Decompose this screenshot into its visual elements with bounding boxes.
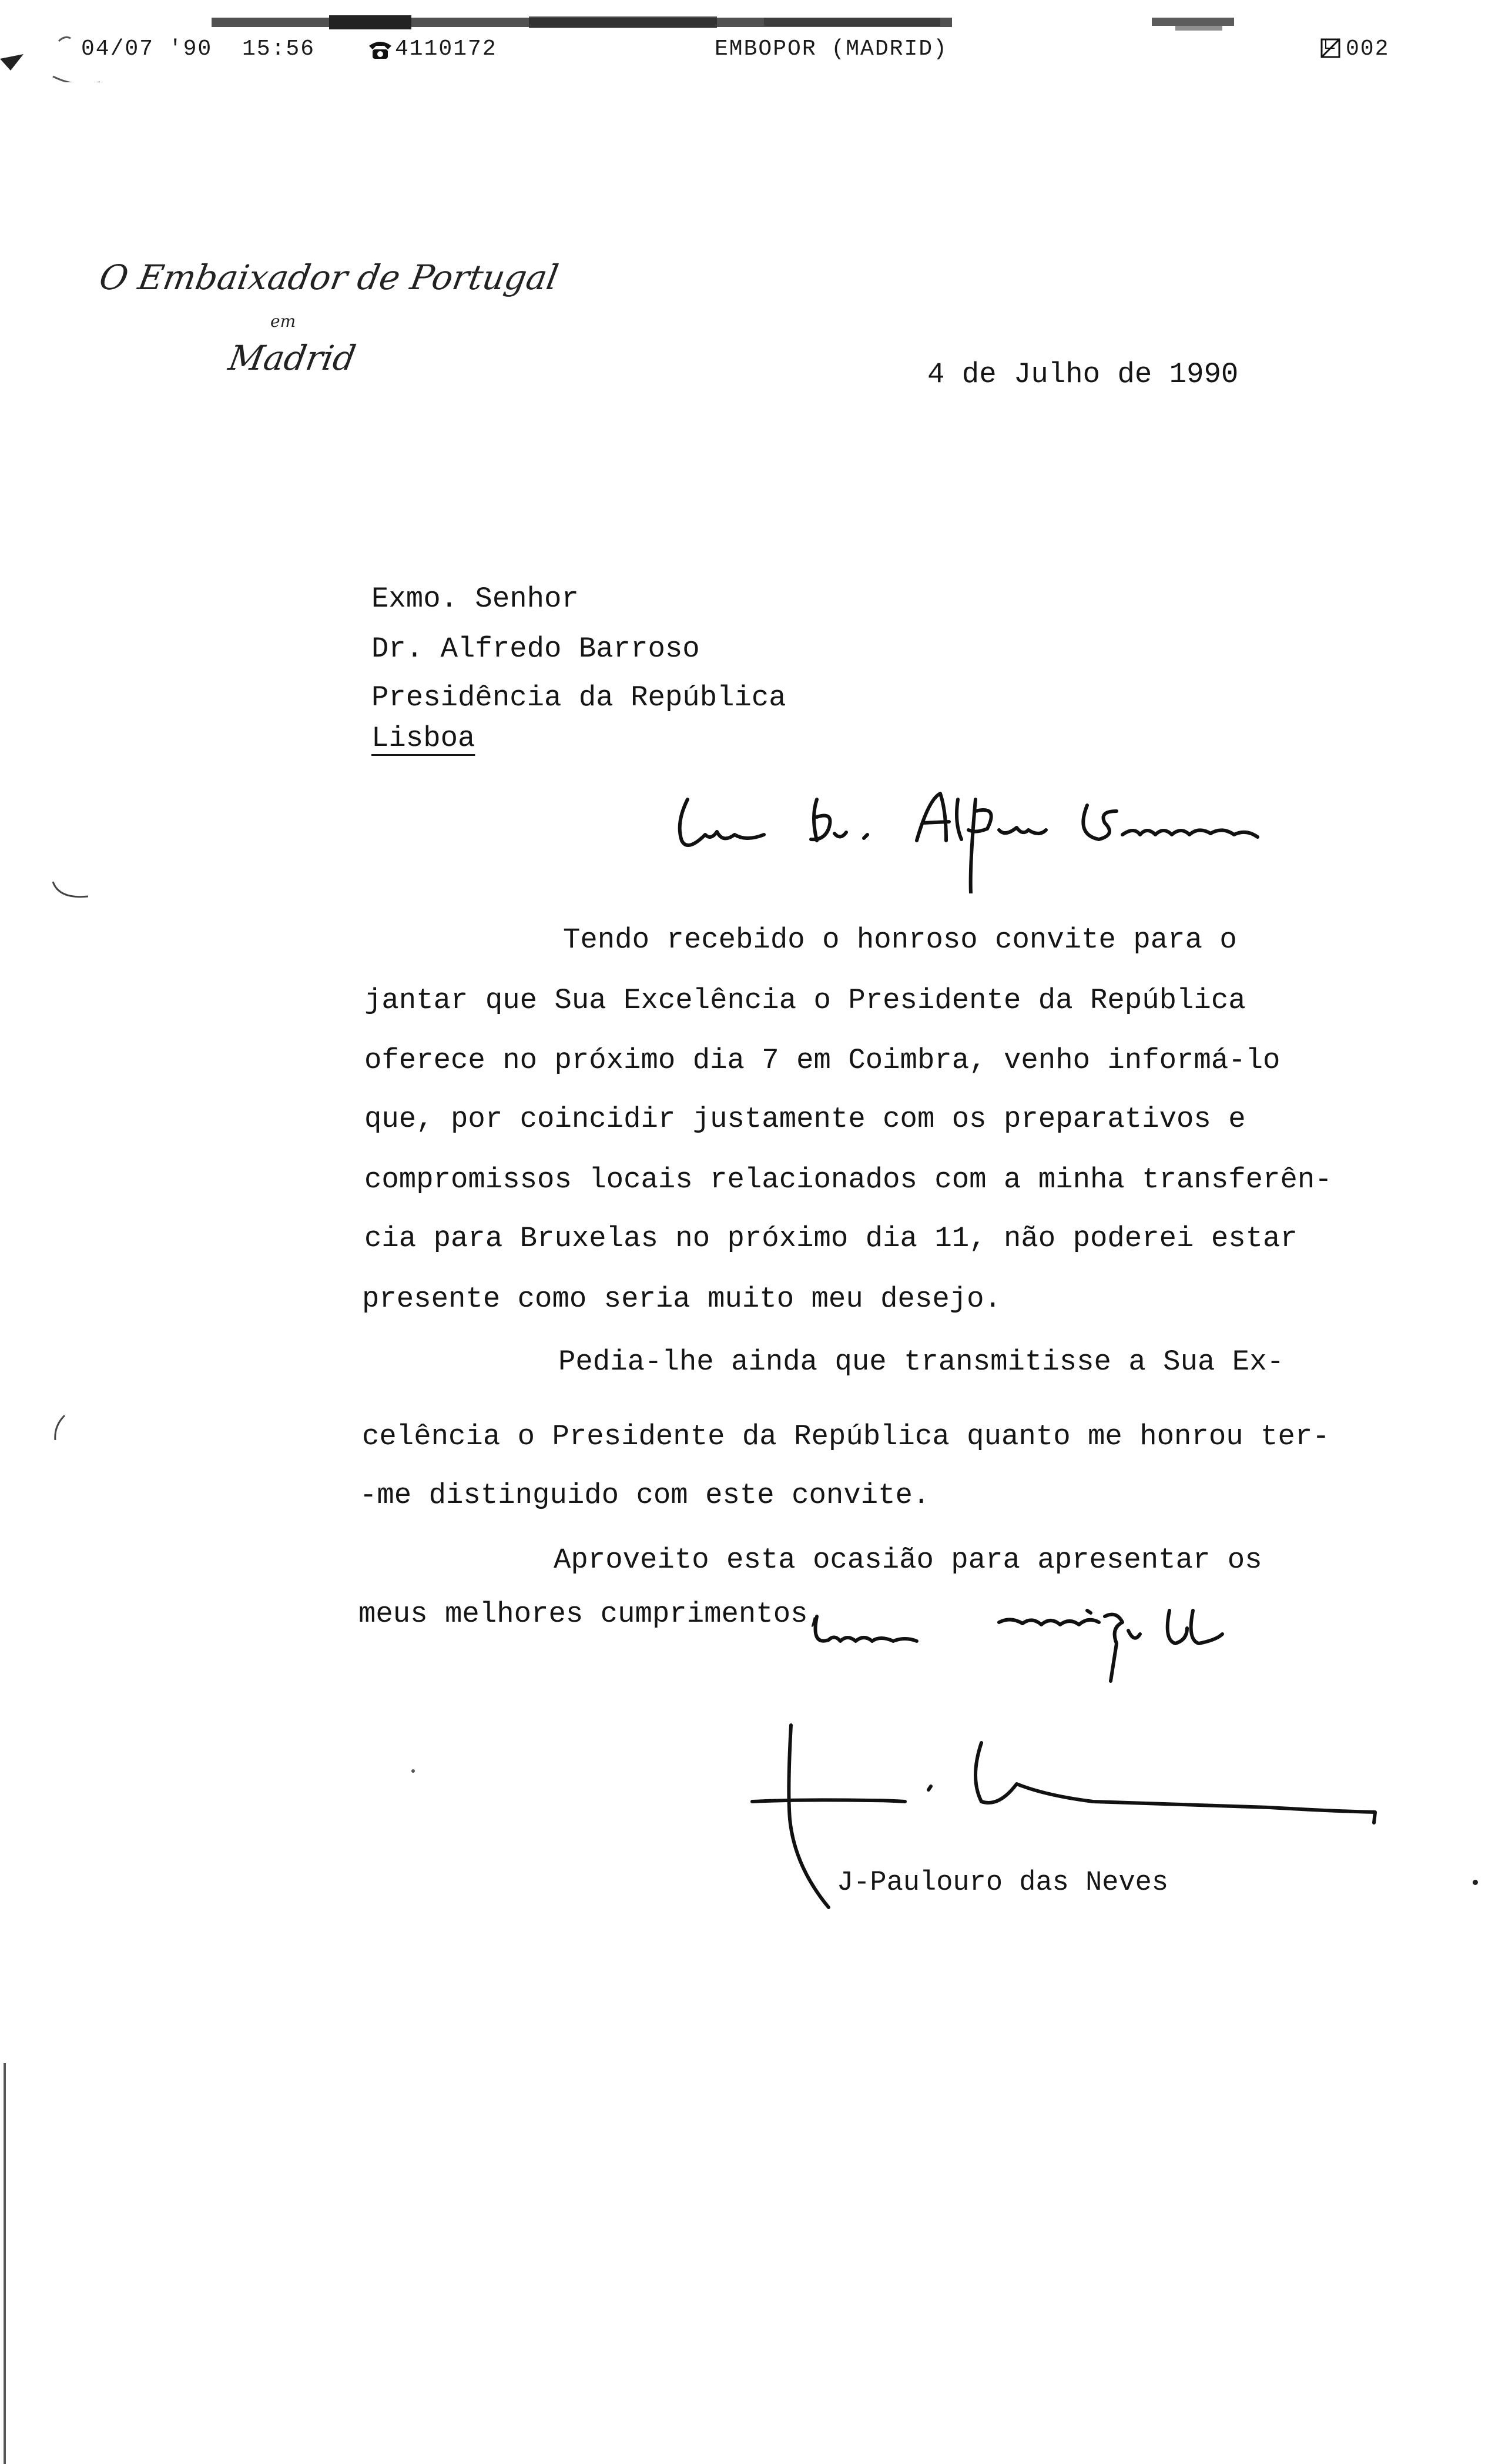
recipient-name: Dr. Alfredo Barroso bbox=[371, 632, 700, 665]
scan-artifact bbox=[47, 876, 106, 911]
letter-date: 4 de Julho de 1990 bbox=[927, 358, 1239, 391]
body-line: meus melhores cumprimentos, bbox=[358, 1598, 825, 1631]
body-line: presente como seria muito meu desejo. bbox=[362, 1283, 1001, 1315]
body-line: oferece no próximo dia 7 em Coimbra, venho informá-lo bbox=[364, 1044, 1281, 1077]
handwritten-closing bbox=[811, 1587, 1240, 1687]
fax-page-icon bbox=[1320, 38, 1341, 59]
scan-speck bbox=[411, 1769, 415, 1773]
letterhead-line-2: em bbox=[270, 312, 296, 331]
body-line: Aproveito esta ocasião para apresentar os bbox=[554, 1544, 1262, 1576]
body-line: que, por coincidir justamente com os preparativos e bbox=[364, 1103, 1246, 1136]
body-line: jantar que Sua Excelência o Presidente da República bbox=[364, 984, 1246, 1017]
signatory-name: J-Paulouro das Neves bbox=[837, 1867, 1169, 1899]
recipient-salutation: Exmo. Senhor bbox=[371, 582, 579, 615]
fax-page-number: 002 bbox=[1346, 36, 1390, 62]
embassy-letterhead bbox=[94, 235, 562, 394]
body-line: celência o Presidente da República quanto me honrou ter- bbox=[362, 1420, 1330, 1453]
scan-artifact bbox=[47, 1411, 71, 1446]
telephone-icon bbox=[367, 38, 394, 60]
letterhead-line-1: O Embaixador de Portugal bbox=[96, 257, 562, 297]
handwritten-salutation bbox=[670, 776, 1293, 893]
recipient-city: Lisboa bbox=[371, 722, 475, 755]
fax-time: 15:56 bbox=[242, 36, 316, 62]
body-line: -me distinguido com este convite. bbox=[360, 1479, 930, 1512]
body-line: compromissos locais relacionados com a minha transferên- bbox=[364, 1163, 1332, 1196]
body-line: Pedia-lhe ainda que transmitisse a Sua Ex- bbox=[558, 1345, 1285, 1378]
scan-edge-line bbox=[4, 2063, 6, 2464]
body-line: Tendo recebido o honroso convite para o bbox=[563, 923, 1237, 956]
scan-speck bbox=[1473, 1880, 1478, 1885]
fax-date: 04/07 '90 bbox=[81, 36, 213, 62]
fax-number: 4110172 bbox=[395, 36, 497, 62]
body-line: cia para Bruxelas no próximo dia 11, não poderei estar bbox=[364, 1222, 1298, 1255]
fax-sender: EMBOPOR (MADRID) bbox=[715, 36, 948, 62]
letterhead-line-3: Madrid bbox=[226, 338, 359, 378]
recipient-office: Presidência da República bbox=[371, 681, 786, 714]
